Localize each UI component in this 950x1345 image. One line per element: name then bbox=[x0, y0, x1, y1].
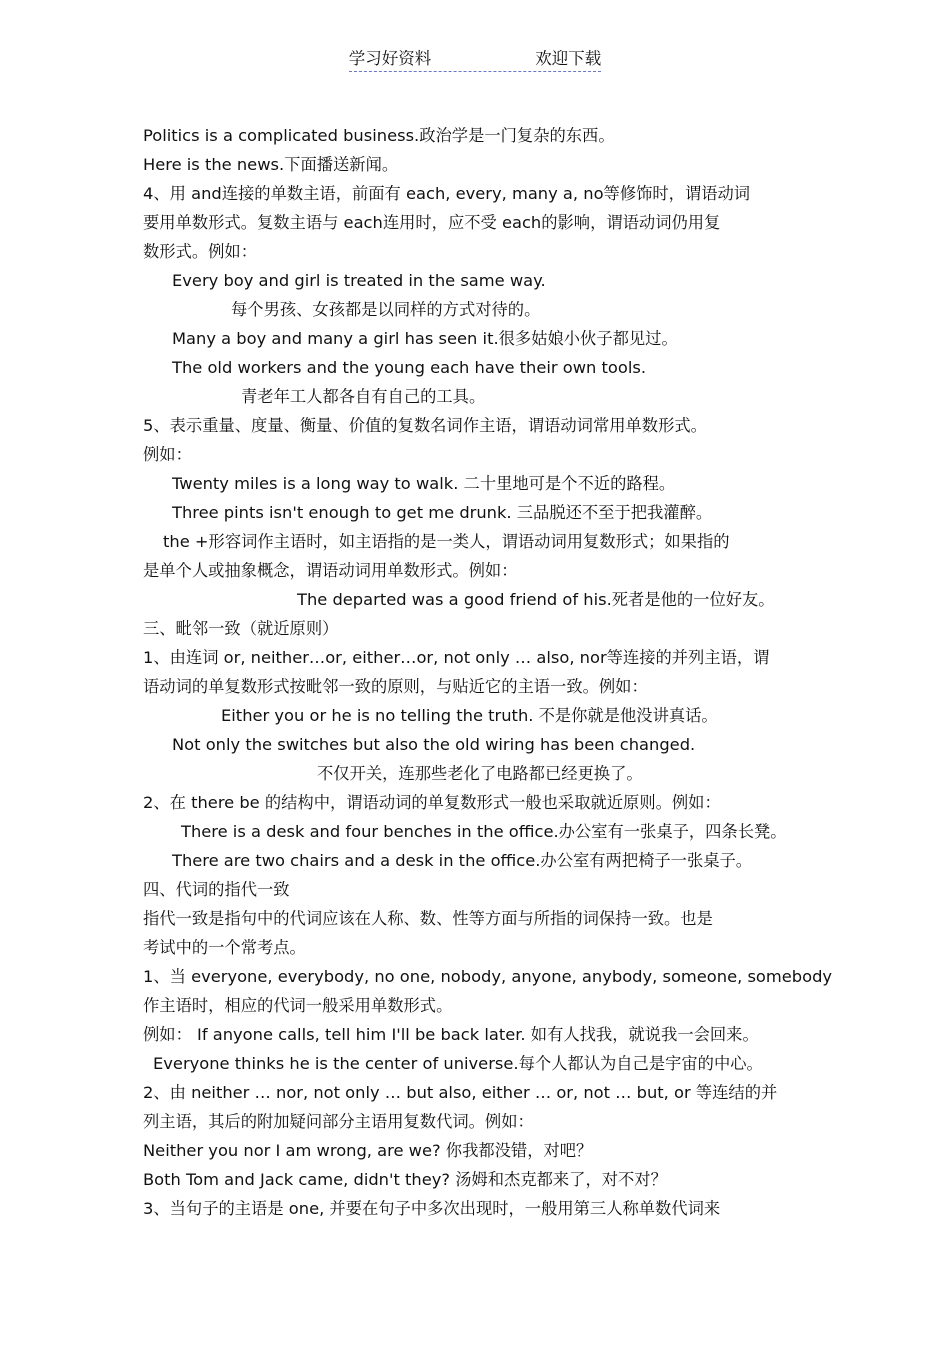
text-line: 考试中的一个常考点。 bbox=[143, 938, 306, 957]
text-line: 要用单数形式。复数主语与 each连用时，应不受 each的影响，谓语动词仍用复 bbox=[143, 213, 721, 232]
text-line: 列主语，其后的附加疑问部分主语用复数代词。例如： bbox=[143, 1112, 534, 1131]
section-heading: 四、代词的指代一致 bbox=[143, 880, 290, 899]
document-body bbox=[143, 121, 833, 1223]
page-header bbox=[0, 48, 950, 72]
text-line: 3、当句子的主语是 one, 并要在句子中多次出现时，一般用第三人称单数代词来 bbox=[143, 1199, 721, 1218]
text-line: 数形式。例如： bbox=[143, 242, 257, 261]
example-translation: 青老年工人都各自有自己的工具。 bbox=[241, 387, 486, 406]
text-line: 作主语时，相应的代词一般采用单数形式。 bbox=[143, 996, 453, 1015]
example-sentence: Both Tom and Jack came, didn't they? 汤姆和杰克都来了，对不对？ bbox=[143, 1170, 667, 1189]
example-sentence: Neither you nor I am wrong, are we? 你我都没错，对吧？ bbox=[143, 1141, 593, 1160]
example-translation: 每个男孩、女孩都是以同样的方式对待的。 bbox=[231, 300, 541, 319]
text-line: 2、由 neither … nor, not only … but also, either … or, not … but, or 等连结的并 bbox=[143, 1083, 778, 1102]
header-left-text: 学习好资料 bbox=[348, 49, 432, 68]
example-sentence: Either you or he is no telling the truth. 不是你就是他没讲真话。 bbox=[221, 706, 718, 725]
text-line: 1、当 everyone, everybody, no one, nobody, anyone, anybody, someone, somebody bbox=[143, 967, 833, 986]
text-line: 例如： bbox=[143, 445, 192, 464]
text-line: Here is the news.下面播送新闻。 bbox=[143, 155, 399, 174]
section-heading: 三、毗邻一致（就近原则） bbox=[143, 619, 339, 638]
text-line: 是单个人或抽象概念，谓语动词用单数形式。例如： bbox=[143, 561, 518, 580]
example-sentence: There are two chairs and a desk in the office.办公室有两把椅子一张桌子。 bbox=[172, 851, 753, 870]
text-line: 语动词的单复数形式按毗邻一致的原则，与贴近它的主语一致。例如： bbox=[143, 677, 648, 696]
example-sentence: Three pints isn't enough to get me drunk. 三品脱还不至于把我灌醉。 bbox=[172, 503, 713, 522]
text-line: 指代一致是指句中的代词应该在人称、数、性等方面与所指的词保持一致。也是 bbox=[143, 909, 713, 928]
example-sentence: Many a boy and many a girl has seen it.很多姑娘小伙子都见过。 bbox=[172, 329, 678, 348]
example-sentence: There is a desk and four benches in the office.办公室有一张桌子，四条长凳。 bbox=[181, 822, 787, 841]
example-sentence: 例如： If anyone calls, tell him I'll be back later. 如有人找我，就说我一会回来。 bbox=[143, 1025, 759, 1044]
header-banner bbox=[349, 48, 602, 72]
text-line: Politics is a complicated business.政治学是一门复杂的东西。 bbox=[143, 126, 615, 145]
example-translation: 不仅开关，连那些老化了电路都已经更换了。 bbox=[317, 764, 643, 783]
example-sentence: Not only the switches but also the old wiring has been changed. bbox=[172, 735, 696, 754]
example-sentence: Everyone thinks he is the center of universe.每个人都认为自己是宇宙的中心。 bbox=[153, 1054, 763, 1073]
example-sentence: The departed was a good friend of his.死者是他的一位好友。 bbox=[297, 590, 775, 609]
header-right-text: 欢迎下载 bbox=[535, 49, 602, 68]
text-line: 1、由连词 or, neither…or, either…or, not only … also, nor等连接的并列主语，谓 bbox=[143, 648, 770, 667]
example-sentence: The old workers and the young each have their own tools. bbox=[172, 358, 647, 377]
example-sentence: Every boy and girl is treated in the same way. bbox=[172, 271, 546, 290]
text-line: the +形容词作主语时，如主语指的是一类人，谓语动词用复数形式；如果指的 bbox=[163, 532, 730, 551]
section-5-line: 5、表示重量、度量、衡量、价值的复数名词作主语，谓语动词常用单数形式。 bbox=[143, 416, 707, 435]
example-sentence: Twenty miles is a long way to walk. 二十里地可是个不近的路程。 bbox=[172, 474, 676, 493]
section-4-line: 4、用 and连接的单数主语，前面有 each, every, many a, no等修饰时，谓语动词 bbox=[143, 184, 751, 203]
text-line: 2、在 there be 的结构中，谓语动词的单复数形式一般也采取就近原则。例如： bbox=[143, 793, 721, 812]
